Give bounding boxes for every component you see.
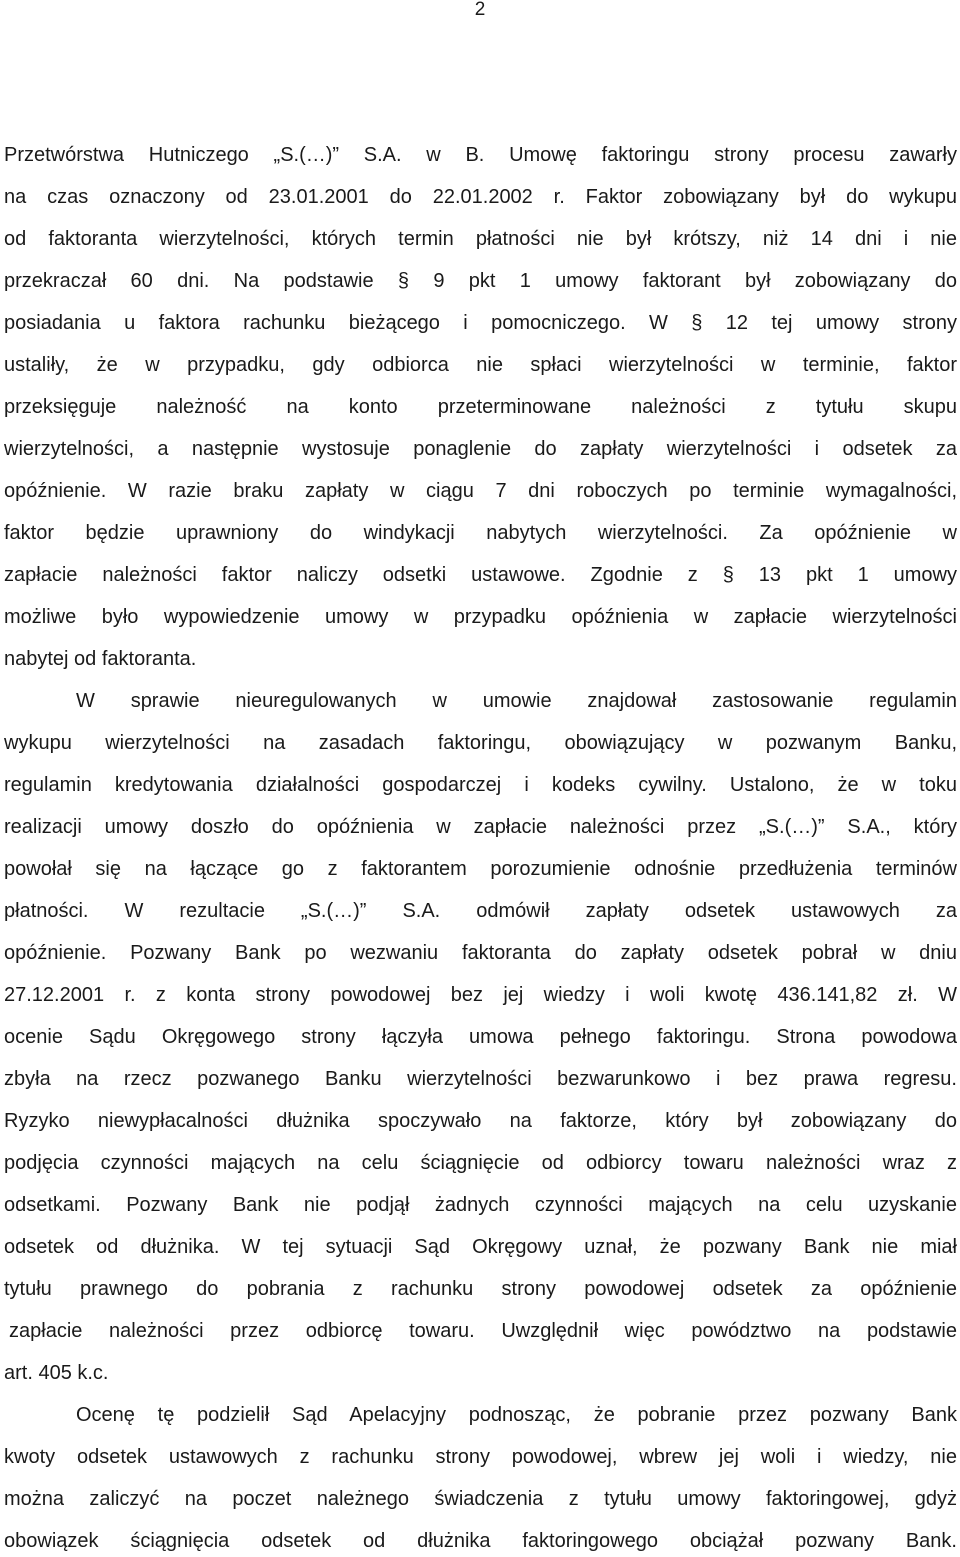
text-line: regulamin kredytowania działalności gospodarczej i kodeks cywilny. Ustalono, że w toku — [4, 774, 957, 796]
text-line: wykupu wierzytelności na zasadach faktoringu, obowiązujący w pozwanym Banku, — [4, 732, 957, 754]
text-line: podjęcia czynności mających na celu ściągnięcie od odbiorcy towaru należności wraz z — [4, 1152, 957, 1174]
text-line: przeksięguje należność na konto przeterminowane należności z tytułu skupu — [4, 396, 957, 418]
text-line: na czas oznaczony od 23.01.2001 do 22.01.2002 r. Faktor zobowiązany był do wykupu — [4, 186, 957, 208]
text-line: odsetkami. Pozwany Bank nie podjął żadnych czynności mających na celu uzyskanie — [4, 1194, 957, 1216]
text-line: 27.12.2001 r. z konta strony powodowej bez jej wiedzy i woli kwotę 436.141,82 zł. W — [4, 984, 957, 1006]
text-line: opóźnienie. Pozwany Bank po wezwaniu faktoranta do zapłaty odsetek pobrał w dniu — [4, 942, 957, 964]
text-line: Przetwórstwa Hutniczego „S.(…)” S.A. w B. Umowę faktoringu strony procesu zawarły — [4, 144, 957, 166]
text-line: zapłacie należności faktor naliczy odsetki ustawowe. Zgodnie z § 13 pkt 1 umowy — [4, 564, 957, 586]
text-line: powołał się na łączące go z faktorantem porozumienie odnośnie przedłużenia terminów — [4, 858, 957, 880]
text-line: zbyła na rzecz pozwanego Banku wierzytelności bezwarunkowo i bez prawa regresu. — [4, 1068, 957, 1090]
text-line: nabytej od faktoranta. — [4, 648, 197, 670]
text-line: obowiązek ściągnięcia odsetek od dłużnika faktoringowego obciążał pozwany Bank. — [4, 1530, 957, 1552]
text-line: zapłacie należności przez odbiorcę towaru. Uwzględnił więc powództwo na podstawie — [9, 1320, 957, 1342]
text-line: Ryzyko niewypłacalności dłużnika spoczywało na faktorze, który był zobowiązany do — [4, 1110, 957, 1132]
page-number: 2 — [474, 0, 486, 20]
text-line: realizacji umowy doszło do opóźnienia w zapłacie należności przez „S.(…)” S.A., który — [4, 816, 957, 838]
text-line: wierzytelności, a następnie wystosuje ponaglenie do zapłaty wierzytelności i odsetek za — [4, 438, 957, 460]
text-line: możliwe było wypowiedzenie umowy w przypadku opóźnienia w zapłacie wierzytelności — [4, 606, 957, 628]
text-line: posiadania u faktora rachunku bieżącego i pomocniczego. W § 12 tej umowy strony — [4, 312, 957, 334]
text-line: można zaliczyć na poczet należnego świadczenia z tytułu umowy faktoringowej, gdyż — [4, 1488, 957, 1510]
text-line: ocenie Sądu Okręgowego strony łączyła umowa pełnego faktoringu. Strona powodowa — [4, 1026, 957, 1048]
text-line: odsetek od dłużnika. W tej sytuacji Sąd Okręgowy uznał, że pozwany Bank nie miał — [4, 1236, 957, 1258]
text-line: art. 405 k.c. — [4, 1362, 109, 1384]
text-line: opóźnienie. W razie braku zapłaty w ciągu 7 dni roboczych po terminie wymagalności, — [4, 480, 957, 502]
text-line: płatności. W rezultacie „S.(…)” S.A. odmówił zapłaty odsetek ustawowych za — [4, 900, 957, 922]
text-line: przekraczał 60 dni. Na podstawie § 9 pkt 1 umowy faktorant był zobowiązany do — [4, 270, 957, 292]
text-line: ustaliły, że w przypadku, gdy odbiorca nie spłaci wierzytelności w terminie, faktor — [4, 354, 957, 376]
text-line: kwoty odsetek ustawowych z rachunku strony powodowej, wbrew jej woli i wiedzy, nie — [4, 1446, 957, 1468]
text-line: tytułu prawnego do pobrania z rachunku strony powodowej odsetek za opóźnienie — [4, 1278, 957, 1300]
text-line: W sprawie nieuregulowanych w umowie znajdował zastosowanie regulamin — [76, 690, 957, 712]
text-line: Ocenę tę podzielił Sąd Apelacyjny podnosząc, że pobranie przez pozwany Bank — [76, 1404, 957, 1426]
text-line: od faktoranta wierzytelności, których termin płatności nie był krótszy, niż 14 dni i nie — [4, 228, 957, 250]
text-line: faktor będzie uprawniony do windykacji nabytych wierzytelności. Za opóźnienie w — [4, 522, 957, 544]
